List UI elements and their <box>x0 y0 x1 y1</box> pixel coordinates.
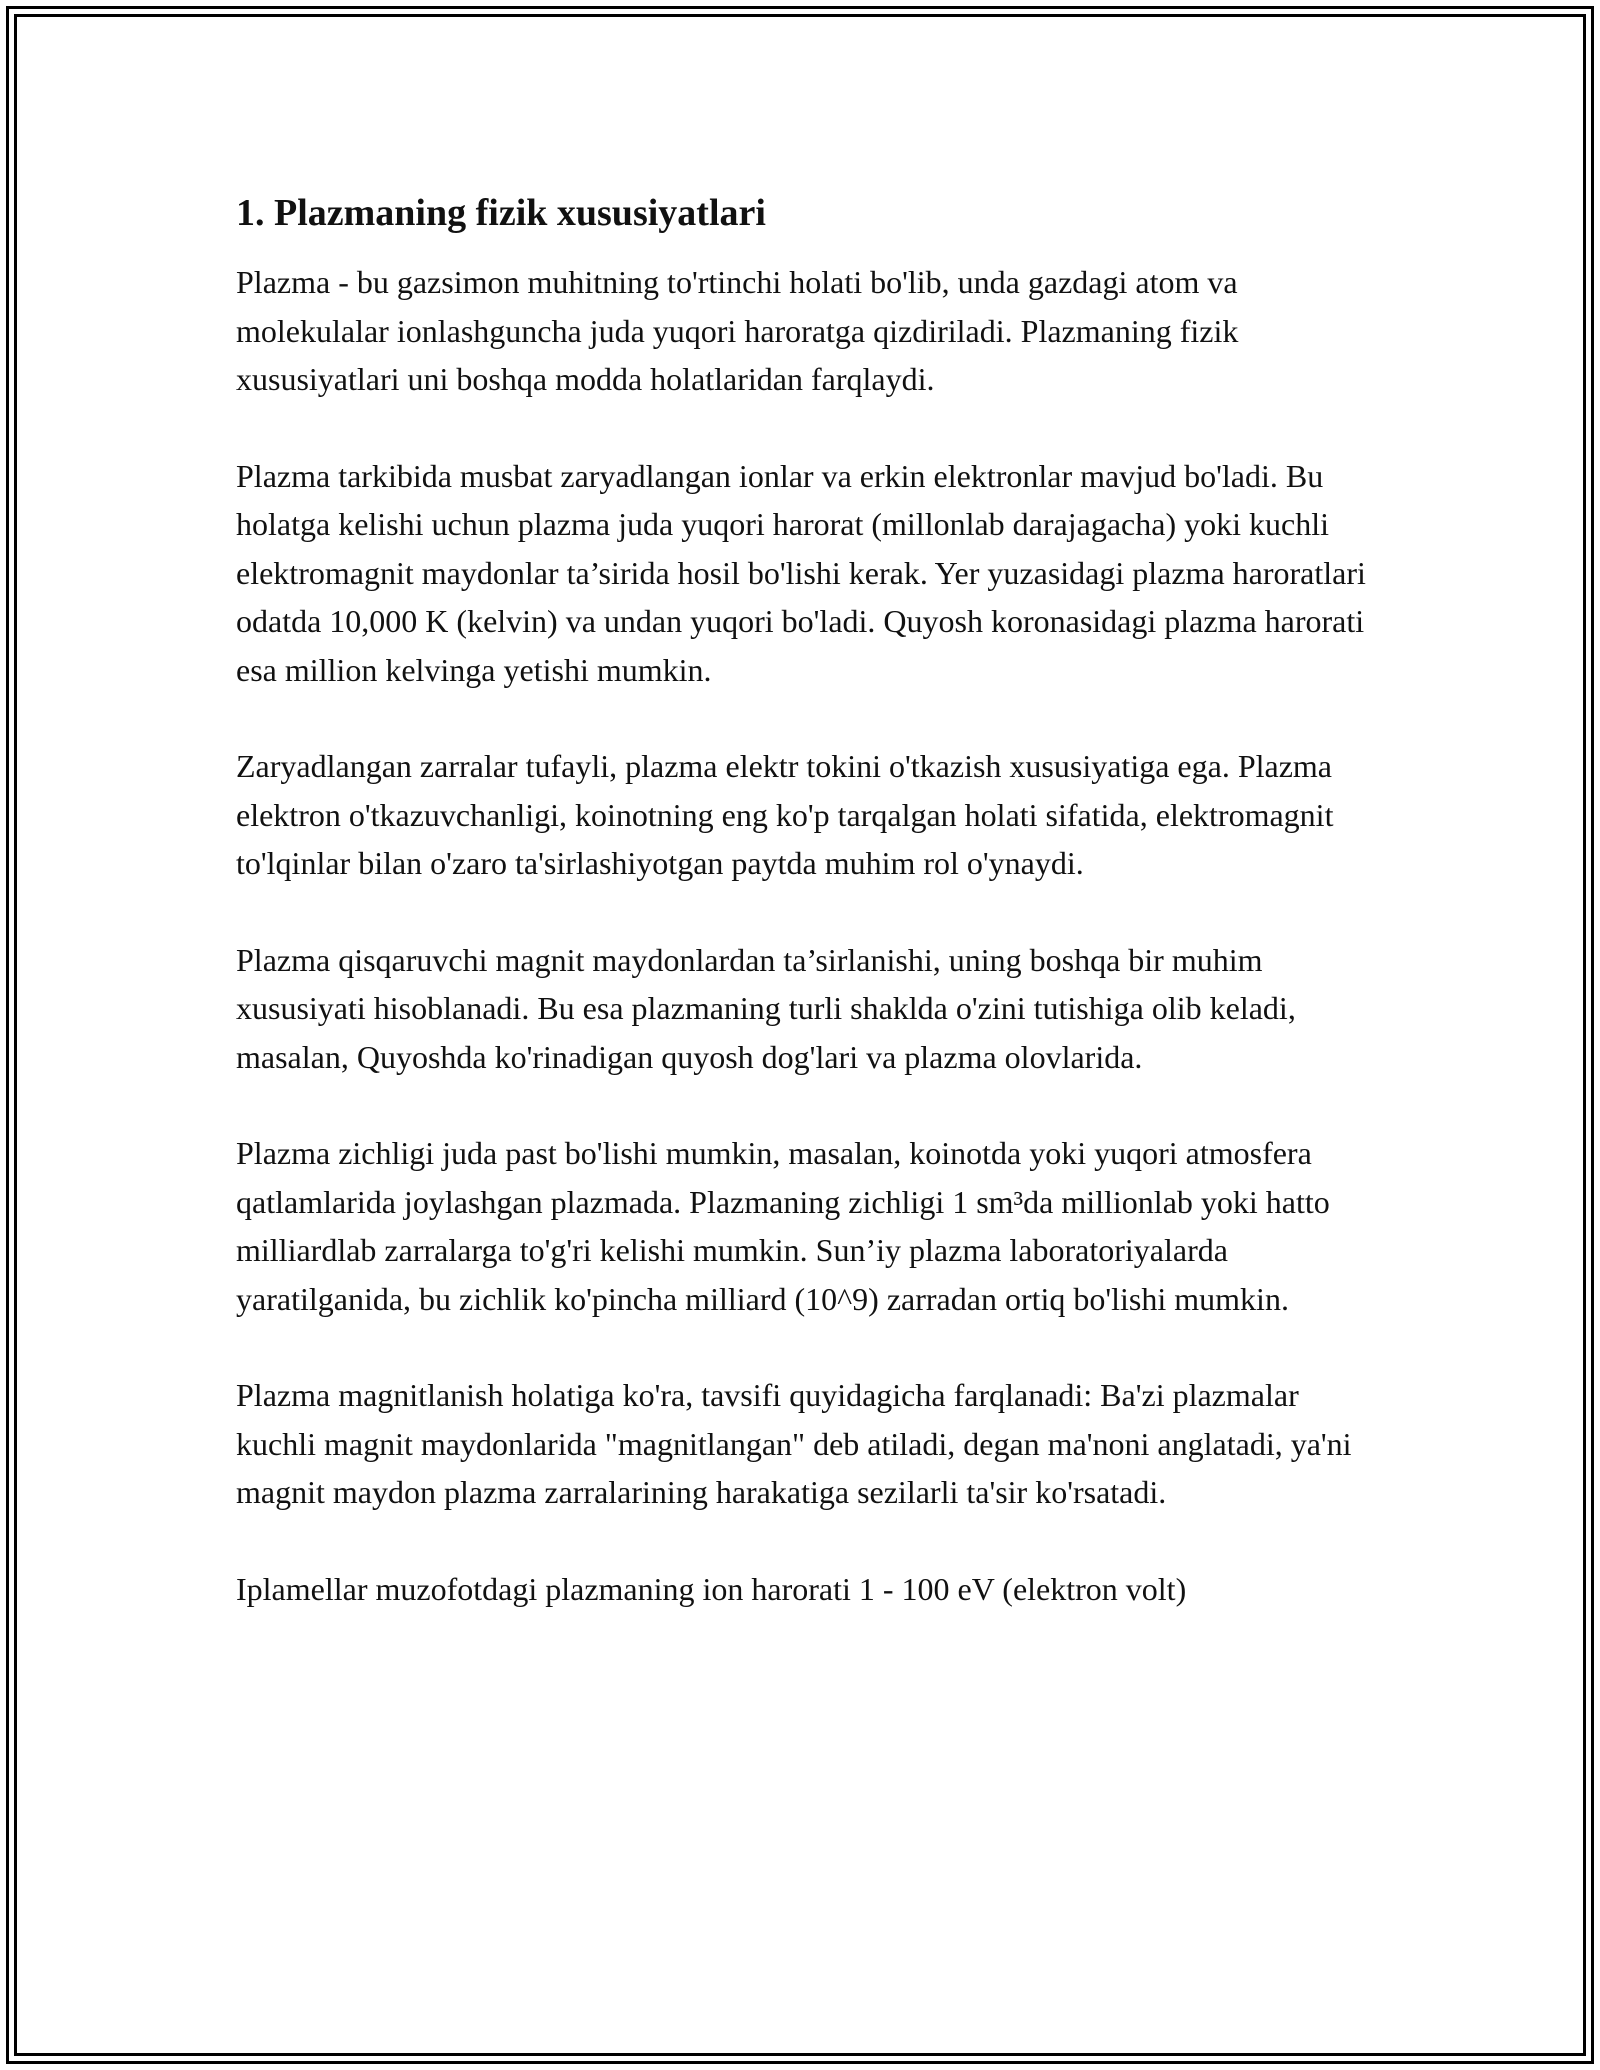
paragraph-density: Plazma zichligi juda past bo'lishi mumkin, masalan, koinotda yoki yuqori atmosfera qatlamlarida joylashgan plazmada. Plazmaning zichligi 1 sm³da millionlab yoki hatto milliardlab zarralarga to'g'ri kelishi mumkin. Sun’iy plazma laboratoriyalarda yaratilganida, bu zichlik ko'pincha milliard (10^9) zarradan ortiq bo'lishi mumkin. <box>236 1135 1330 1317</box>
paragraph-composition: Plazma tarkibida musbat zaryadlangan ionlar va erkin elektronlar mavjud bo'ladi. Bu holatga kelishi uchun plazma juda yuqori harorat (millonlab darajagacha) yoki kuchli elektromagnit maydonlar ta’sirida hosil bo'lishi kerak. Yer yuzasidagi plazma haroratlari odatda 10,000 K (kelvin) va undan yuqori bo'ladi. Quyosh koronasidagi plazma harorati esa million kelvinga yetishi mumkin. <box>236 457 1366 688</box>
paragraph-conductivity: Zaryadlangan zarralar tufayli, plazma elektr tokini o'tkazish xususiyatiga ega. Plazma elektron o'tkazuvchanligi, koinotning eng ko'p tarqalgan holati sifatida, elektromagnit to'lqinlar bilan o'zaro ta'sirlashiyotgan paytda muhim rol o'ynaydi. <box>236 748 1334 881</box>
section-heading: 1. Plazmaning fizik xususiyatlari <box>236 192 766 234</box>
paragraph-definition: Plazma - bu gazsimon muhitning to'rtinchi holati bo'lib, unda gazdagi atom va molekulalar ionlashguncha juda yuqori haroratga qizdiriladi. Plazmaning fizik xususiyatlari uni boshqa modda holatlaridan farqlaydi. <box>236 264 1239 397</box>
document-body <box>236 188 1366 1661</box>
paragraph-magnetization: Plazma magnitlanish holatiga ko'ra, tavsifi quyidagicha farqlanadi: Ba'zi plazmalar kuchli magnit maydonlarida "magnitlangan" deb atiladi, degan ma'noni anglatadi, ya'ni magnit maydon plazma zarralarining harakatiga sezilarli ta'sir ko'rsatadi. <box>236 1377 1352 1510</box>
paragraph-magnetic-fields: Plazma qisqaruvchi magnit maydonlardan ta’sirlanishi, uning boshqa bir muhim xususiyati hisoblanadi. Bu esa plazmaning turli shaklda o'zini tutishiga olib keladi, masalan, Quyoshda ko'rinadigan quyosh dog'lari va plazma olovlarida. <box>236 941 1296 1075</box>
paragraph-ion-temperature: Iplamellar muzofotdagi plazmaning ion harorati 1 - 100 eV (elektron volt) <box>236 1570 1187 1607</box>
